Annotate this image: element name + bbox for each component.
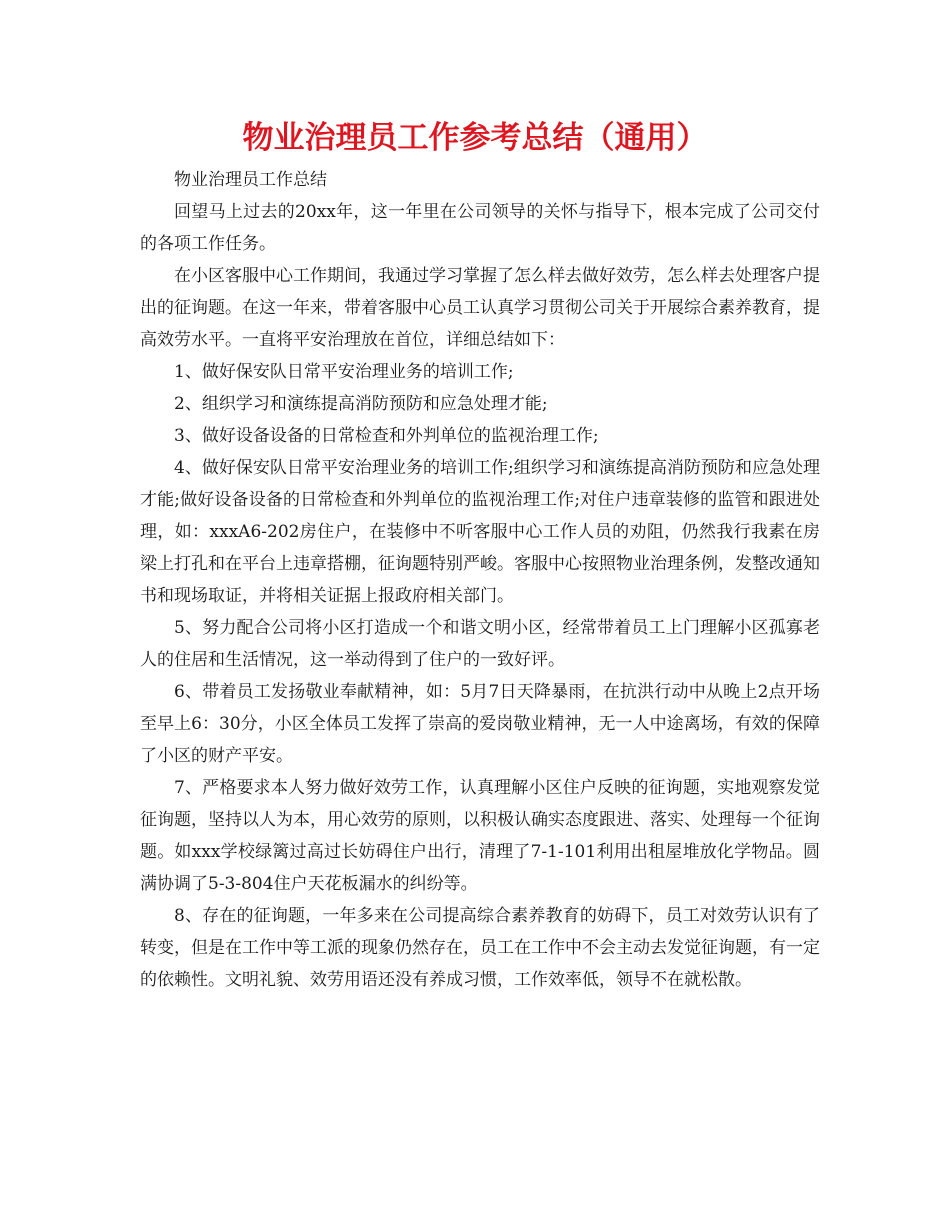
subtitle-paragraph: 物业治理员工作总结: [174, 170, 327, 190]
item-8-paragraph: 8、存在的征询题，一年多来在公司提高综合素养教育的妨碍下，员工对效劳认识有了转变，但是在工作中等工派的现象仍然存在，员工在工作中不会主动去发觉征询题，有一定的依赖性。文明礼貌、效劳用语还没有养成习惯，工作效率低，领导不在就松散。: [140, 906, 820, 990]
item-4-paragraph: 4、做好保安队日常平安治理业务的培训工作;组织学习和演练提高消防预防和应急处理才能;做好设备设备的日常检查和外判单位的监视治理工作;对住户违章装修的监管和跟进处理，如：xxxA6-202房住户，在装修中不听客服中心工作人员的劝阻，仍然我行我素在房梁上打孔和在平台上违章搭棚，征询题特别严峻。客服中心按照物业治理条例，发整改通知书和现场取证，并将相关证据上报政府相关部门。: [140, 458, 820, 606]
intro-paragraph: 回望马上过去的20xx年，这一年里在公司领导的关怀与指导下，根本完成了公司交付的各项工作任务。: [140, 202, 820, 254]
document-title: 物业治理员工作参考总结（通用）: [242, 120, 708, 156]
item-7-paragraph: 7、严格要求本人努力做好效劳工作，认真理解小区住户反映的征询题，实地观察发觉征询题，坚持以人为本，用心效劳的原则，以积极认确实态度跟进、落实、处理每一个征询题。如xxx学校绿篱过高过长妨碍住户出行，清理了7-1-101利用出租屋堆放化学物品。圆满协调了5-3-804住户天花板漏水的纠纷等。: [140, 778, 820, 894]
item-6-paragraph: 6、带着员工发扬敬业奉献精神，如：5月7日天降暴雨，在抗洪行动中从晚上2点开场至早上6：30分，小区全体员工发挥了崇高的爱岗敬业精神，无一人中途离场，有效的保障了小区的财产平安。: [140, 682, 820, 766]
item-3-paragraph: 3、做好设备设备的日常检查和外判单位的监视治理工作;: [174, 426, 599, 446]
overview-paragraph: 在小区客服中心工作期间，我通过学习掌握了怎么样去做好效劳，怎么样去处理客户提出的征询题。在这一年来，带着客服中心员工认真学习贯彻公司关于开展综合素养教育，提高效劳水平。一直将平安治理放在首位，详细总结如下：: [140, 266, 820, 350]
item-2-paragraph: 2、组织学习和演练提高消防预防和应急处理才能;: [174, 394, 548, 414]
item-1-paragraph: 1、做好保安队日常平安治理业务的培训工作;: [174, 362, 514, 382]
document-body: [140, 164, 820, 996]
item-5-paragraph: 5、努力配合公司将小区打造成一个和谐文明小区，经常带着员工上门理解小区孤寡老人的住居和生活情况，这一举动得到了住户的一致好评。: [140, 618, 820, 670]
